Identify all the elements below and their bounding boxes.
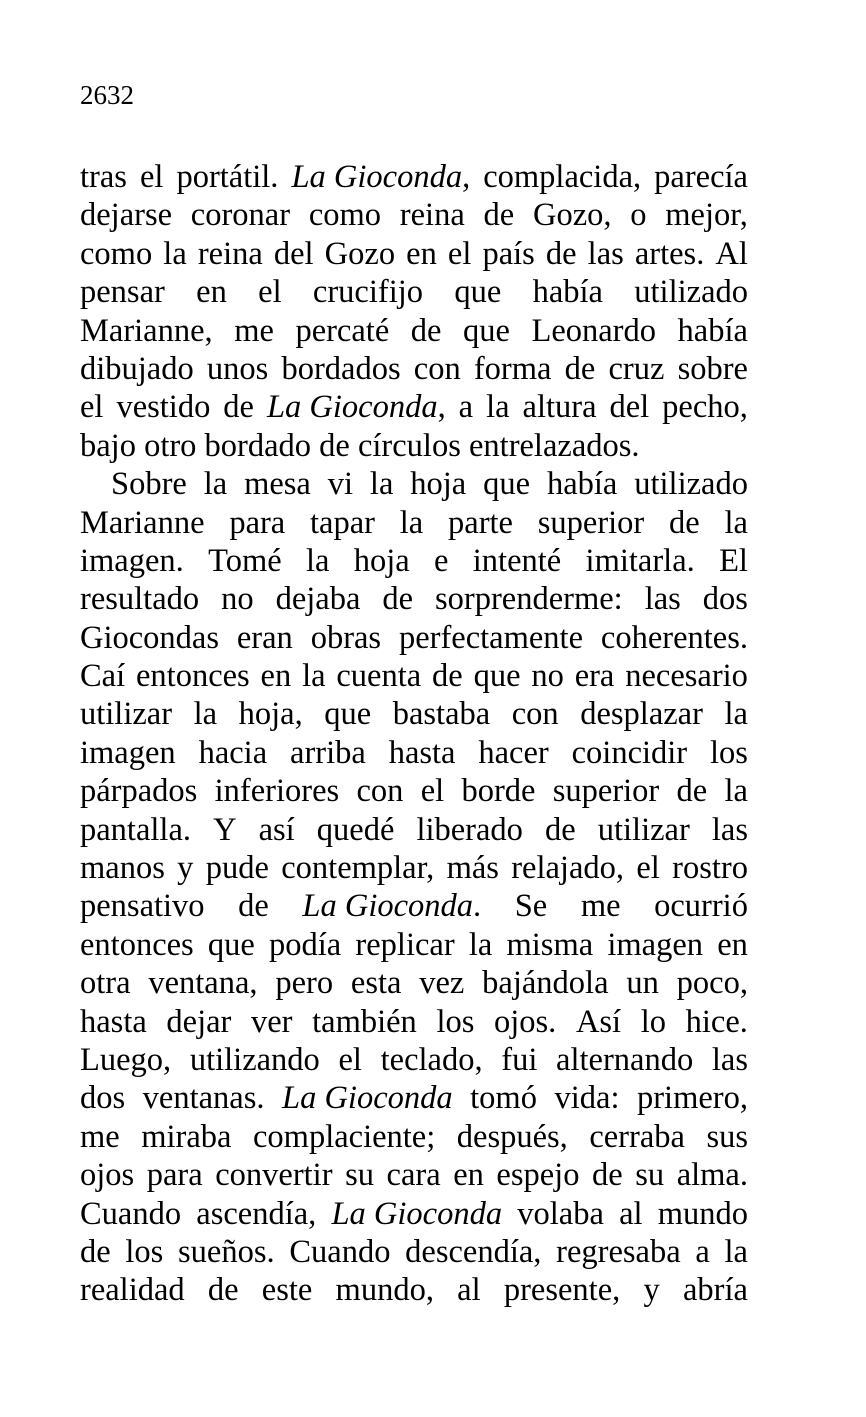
word: otra: [80, 965, 131, 1002]
word: primero,: [636, 1080, 748, 1117]
word: del: [609, 389, 650, 426]
word: teclado,: [380, 1041, 483, 1078]
text-line: [80, 926, 748, 964]
word: la: [724, 696, 748, 733]
word: portátil.: [176, 159, 279, 195]
word: ojos.: [494, 1003, 557, 1040]
word: utilizando: [189, 1041, 320, 1078]
word: manos: [80, 850, 165, 887]
word: había: [677, 312, 748, 349]
word: lo: [640, 1003, 666, 1040]
word: tras: [80, 159, 127, 195]
text-line: [80, 542, 748, 580]
word: país: [482, 235, 535, 272]
word: esta: [350, 965, 402, 1002]
word: el: [338, 1041, 362, 1078]
word: descendía,: [405, 1233, 542, 1270]
word: el: [80, 389, 104, 426]
word: de: [223, 389, 254, 426]
word: pecho,: [662, 389, 748, 426]
word: los: [436, 1003, 475, 1040]
word: fui: [501, 1041, 538, 1078]
word: forma: [473, 350, 552, 387]
word: al: [457, 1272, 481, 1309]
word: Gozo,: [532, 197, 612, 234]
word: de: [676, 773, 708, 810]
word: los: [125, 1233, 164, 1270]
text-line: [80, 273, 748, 311]
word: relajado,: [511, 850, 625, 887]
word: Cuando: [80, 1195, 182, 1232]
word: como: [308, 197, 382, 234]
word: en: [717, 926, 748, 963]
word: que: [324, 696, 372, 733]
word: de: [410, 312, 442, 349]
word: de: [564, 350, 596, 387]
word: Marianne,: [80, 312, 213, 349]
text-line: [80, 1003, 748, 1041]
word: para: [146, 1157, 203, 1194]
text-line: [80, 235, 748, 273]
word: la: [305, 542, 330, 579]
text-line: [80, 772, 748, 810]
word: el: [420, 773, 445, 810]
word: bajándola: [482, 965, 609, 1002]
word: complaciente;: [252, 1118, 436, 1155]
word: cuenta: [336, 658, 422, 695]
word: resultado: [80, 581, 200, 618]
word: liberado: [416, 811, 523, 848]
word: rostro: [672, 850, 748, 887]
word: Así: [575, 1003, 622, 1040]
word: a: [458, 389, 474, 426]
word: Sobre: [111, 466, 187, 503]
word: Leonardo: [531, 312, 656, 349]
word: de: [238, 888, 269, 925]
word: con: [511, 696, 559, 733]
word: reina: [197, 235, 263, 272]
word: que: [207, 926, 255, 963]
word: vida:: [554, 1080, 620, 1117]
word: cruz: [608, 350, 665, 387]
word: el: [139, 159, 164, 195]
word: no: [531, 658, 564, 695]
word: percaté: [295, 312, 390, 349]
text-line: [80, 504, 748, 542]
word: hoja,: [238, 696, 303, 733]
word: Cuando: [289, 1233, 391, 1270]
word: complacida,: [483, 159, 642, 195]
word: entonces: [80, 926, 194, 963]
word: podía: [269, 926, 342, 963]
word: utilizar: [597, 811, 690, 848]
word: unos: [206, 350, 269, 387]
word: después,: [456, 1118, 568, 1155]
text-line: [80, 465, 748, 503]
word: obras: [310, 619, 382, 656]
word: vez: [419, 965, 465, 1002]
word: arriba: [290, 734, 366, 771]
word: de: [382, 581, 414, 618]
word: cerraba: [589, 1118, 685, 1155]
word: la: [302, 658, 326, 695]
word: necesario: [625, 658, 748, 695]
text-line: [80, 312, 748, 350]
word: dejar: [166, 1003, 232, 1040]
word: alternando: [556, 1041, 694, 1078]
word: la: [724, 1233, 748, 1270]
word: hoja: [410, 466, 467, 503]
word: con: [413, 350, 461, 387]
word: dejarse: [80, 197, 173, 234]
word: dos: [702, 581, 748, 618]
text-line: [80, 1195, 748, 1233]
word: o: [630, 197, 647, 234]
word: este: [261, 1272, 313, 1309]
word: había: [532, 274, 603, 311]
word: en: [196, 274, 227, 311]
word: cara: [386, 1157, 441, 1194]
word: hasta: [388, 734, 456, 771]
text-line: [80, 388, 748, 426]
word: que: [463, 312, 510, 349]
word: coronar: [190, 197, 291, 234]
word: y: [177, 850, 194, 887]
word: el: [636, 850, 660, 887]
word: bordados: [281, 350, 401, 387]
text-line: [80, 1041, 748, 1079]
word: bajo otro bordado de círculos entrelazados.: [80, 427, 640, 464]
word: entonces: [135, 658, 250, 695]
word: el: [258, 274, 282, 311]
word: misma: [506, 926, 594, 963]
word: borde: [461, 773, 536, 810]
word: en: [406, 235, 437, 272]
word: La Gioconda,: [291, 159, 471, 195]
word: mundo: [657, 1195, 748, 1232]
word: hoja: [353, 542, 410, 579]
word: Al: [715, 235, 748, 272]
word: Marianne: [80, 504, 205, 541]
text-line: [80, 196, 748, 234]
word: hacer: [478, 734, 549, 771]
word: también: [312, 1003, 417, 1040]
word: la: [724, 504, 748, 541]
text-line: [80, 734, 748, 772]
word: Luego,: [80, 1041, 172, 1078]
word: de: [592, 1157, 623, 1194]
word: que: [454, 274, 502, 311]
word: tomó: [470, 1080, 537, 1117]
word: Se: [514, 888, 548, 925]
word: intenté: [472, 542, 562, 579]
word: más: [446, 850, 499, 887]
word: volaba: [517, 1195, 604, 1232]
text-line: [80, 619, 748, 657]
word: Tomé: [208, 542, 282, 579]
word: pensativo: [80, 888, 205, 925]
word: artes.: [634, 235, 705, 272]
text-line: [80, 427, 748, 465]
word: pensar: [80, 274, 165, 311]
word: sus: [706, 1118, 748, 1155]
word: sueños.: [178, 1233, 275, 1270]
word: ojos: [80, 1157, 135, 1194]
word: en: [260, 658, 292, 695]
word: que: [483, 466, 531, 503]
word: así: [258, 811, 295, 848]
word: las: [711, 1041, 748, 1078]
word: imagen: [80, 734, 176, 771]
word: crucifijo: [312, 274, 424, 311]
word: el: [447, 235, 472, 272]
word: imagen: [607, 926, 704, 963]
word: inferiores: [214, 773, 340, 810]
word: poco,: [676, 965, 748, 1002]
word: la: [193, 696, 218, 733]
word: las: [711, 811, 748, 848]
word: superior: [552, 773, 660, 810]
word: ventanas.: [142, 1080, 265, 1117]
word: su: [345, 1157, 374, 1194]
word: utilizado: [634, 466, 748, 503]
word: convertir: [215, 1157, 333, 1194]
word: bastaba: [392, 696, 491, 733]
text-line: [80, 1079, 748, 1117]
text-line: [80, 1233, 748, 1271]
word: la: [468, 926, 493, 963]
word: de: [669, 504, 700, 541]
word: superior: [537, 504, 645, 541]
word: La Gioconda: [282, 1080, 453, 1117]
word: no: [221, 581, 254, 618]
word: que: [473, 658, 521, 695]
page-number: 2632: [80, 80, 134, 110]
word: coherentes.: [600, 619, 748, 656]
word: La Gioconda,: [266, 389, 446, 426]
word: me: [80, 1118, 120, 1155]
word: un: [626, 965, 659, 1002]
word: utilizar: [80, 696, 173, 733]
word: pero: [275, 965, 334, 1002]
word: dejaba: [275, 581, 361, 618]
word: alma.: [676, 1157, 748, 1194]
word: los: [710, 734, 748, 771]
word: de: [432, 658, 463, 695]
word: de: [207, 1272, 239, 1309]
word: La Gioconda.: [302, 888, 482, 925]
word: para: [229, 504, 286, 541]
word: como: [80, 235, 153, 272]
word: las: [587, 235, 624, 272]
word: imagen.: [80, 542, 184, 579]
word: de: [80, 1233, 111, 1270]
text-line: [80, 964, 748, 1002]
word: e: [434, 542, 449, 579]
word: me: [580, 888, 621, 925]
word: presente,: [503, 1272, 621, 1309]
word: la: [399, 504, 424, 541]
word: parte: [448, 504, 513, 541]
word: contemplar,: [281, 850, 435, 887]
word: su: [635, 1157, 665, 1194]
word: la: [486, 389, 510, 426]
word: coincidir: [571, 734, 688, 771]
word: sorprenderme:: [435, 581, 623, 618]
word: pude: [205, 850, 269, 887]
word: altura: [522, 389, 597, 426]
word: replicar: [355, 926, 455, 963]
word: tapar: [310, 504, 375, 541]
word: Caí: [80, 658, 126, 695]
word: las: [644, 581, 681, 618]
word: reina: [399, 197, 465, 234]
word: Gozo: [324, 235, 396, 272]
word: había: [546, 466, 618, 503]
word: quedé: [316, 811, 395, 848]
word: la: [163, 235, 187, 272]
word: era: [574, 658, 615, 695]
word: eran: [236, 619, 293, 656]
word: abría: [682, 1272, 748, 1309]
word: al: [619, 1195, 643, 1232]
word: de: [545, 235, 577, 272]
word: vi: [327, 466, 354, 503]
word: regresaba: [556, 1233, 681, 1270]
word: sobre: [677, 350, 748, 387]
text-line: [80, 158, 748, 196]
text-line: [80, 1118, 748, 1156]
text-line: [80, 350, 748, 388]
word: parecía: [654, 159, 748, 195]
text-line: [80, 811, 748, 849]
word: Giocondas: [80, 619, 219, 656]
word: con: [356, 773, 404, 810]
text-line: [80, 1156, 748, 1194]
word: mejor,: [665, 197, 748, 234]
word: del: [273, 235, 314, 272]
word: pantalla.: [80, 811, 191, 848]
word: desplazar: [580, 696, 703, 733]
word: hice.: [685, 1003, 748, 1040]
word: ascendía,: [196, 1195, 317, 1232]
word: mesa: [244, 466, 311, 503]
word: a: [695, 1233, 710, 1270]
word: realidad: [80, 1272, 185, 1309]
word: dibujado: [80, 350, 194, 387]
word: Y: [213, 811, 237, 848]
word: hacia: [198, 734, 268, 771]
word: dos: [80, 1080, 126, 1117]
word: la: [724, 773, 748, 810]
text-line: [80, 849, 748, 887]
word: ver: [250, 1003, 293, 1040]
word: utilizado: [634, 274, 748, 311]
word: la: [369, 466, 394, 503]
word: y: [643, 1272, 660, 1309]
text-line: [80, 695, 748, 733]
word: ventana,: [148, 965, 258, 1002]
word: ocurrió: [654, 888, 748, 925]
word: imitarla.: [585, 542, 695, 579]
text-line: [80, 657, 748, 695]
word: hasta: [80, 1003, 147, 1040]
word: de: [483, 197, 515, 234]
word: El: [719, 542, 748, 579]
text-line: [80, 580, 748, 618]
text-line: [80, 1271, 748, 1309]
text-line: [80, 887, 748, 925]
word: mundo,: [335, 1272, 434, 1309]
word: la: [203, 466, 228, 503]
word: me: [234, 312, 274, 349]
word: párpados: [80, 773, 198, 810]
body-text: [80, 158, 748, 1310]
word: La Gioconda: [331, 1195, 503, 1232]
word: miraba: [141, 1118, 232, 1155]
word: de: [545, 811, 576, 848]
word: en: [453, 1157, 484, 1194]
word: vestido: [116, 389, 211, 426]
word: perfectamente: [398, 619, 584, 656]
word: espejo: [496, 1157, 580, 1194]
